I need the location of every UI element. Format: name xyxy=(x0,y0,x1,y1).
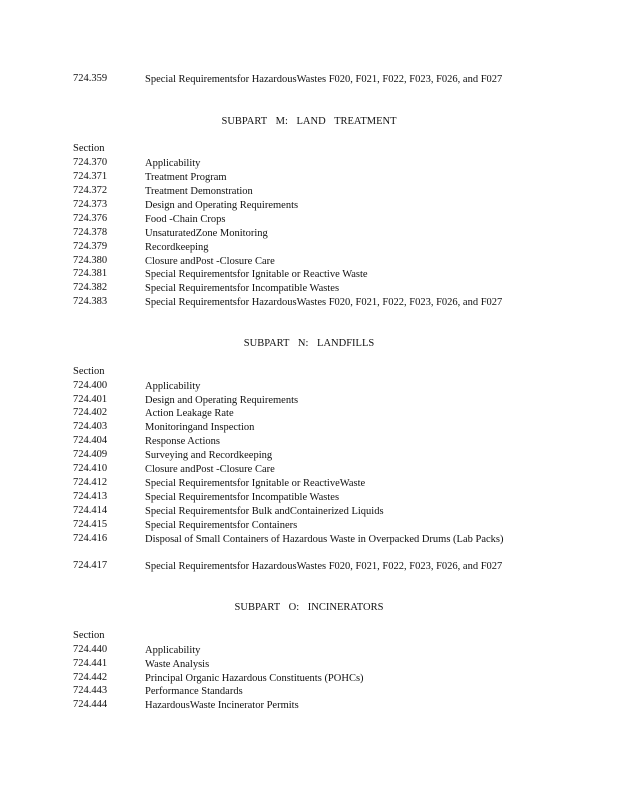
section-number: 724.412 xyxy=(73,477,108,488)
section-title: Response Actions xyxy=(145,436,220,447)
section-number: 724.442 xyxy=(73,672,108,683)
section-title: Applicability xyxy=(145,645,201,656)
section-number: 724.415 xyxy=(73,519,108,530)
section-title: HazardousWaste Incinerator Permits xyxy=(145,700,299,711)
section-title: Food -Chain Crops xyxy=(145,214,226,225)
section-number: 724.376 xyxy=(73,213,108,224)
section-number: 724.402 xyxy=(73,407,108,418)
section-number: 724.441 xyxy=(73,658,108,669)
section-number: 724.414 xyxy=(73,505,108,516)
section-title: Waste Analysis xyxy=(145,659,210,670)
section-number: 724.378 xyxy=(73,227,108,238)
section-number: 724.413 xyxy=(73,491,108,502)
section-title: Special Requirementsfor HazardousWastes F020, F021, F022, F023, F026, and F027 xyxy=(145,297,503,308)
section-title: Special Requirementsfor HazardousWastes F020, F021, F022, F023, F026, and F027 xyxy=(145,561,503,572)
section-title: Closure andPost -Closure Care xyxy=(145,464,275,475)
section-title: Disposal of Small Containers of Hazardous Waste in Overpacked Drums (Lab Packs) xyxy=(145,534,504,545)
section-title: Recordkeeping xyxy=(145,242,209,253)
section-number: 724.409 xyxy=(73,449,108,460)
subpart-heading: SUBPART O: INCINERATORS xyxy=(234,602,384,613)
section-number: 724.401 xyxy=(73,394,108,405)
section-title: Treatment Demonstration xyxy=(145,186,253,197)
section-number: 724.382 xyxy=(73,282,108,293)
section-title: UnsaturatedZone Monitoring xyxy=(145,228,268,239)
section-number: 724.370 xyxy=(73,157,108,168)
section-number: 724.410 xyxy=(73,463,108,474)
subpart-heading: SUBPART N: LANDFILLS xyxy=(243,338,375,349)
section-number: 724.383 xyxy=(73,296,108,307)
section-title: Special Requirementsfor Incompatible Wastes xyxy=(145,283,340,294)
section-title: Special Requirementsfor Incompatible Wastes xyxy=(145,492,340,503)
section-number: 724.403 xyxy=(73,421,108,432)
section-number: 724.444 xyxy=(73,699,108,710)
section-title: Closure andPost -Closure Care xyxy=(145,256,275,267)
section-number: 724.440 xyxy=(73,644,108,655)
section-title: Treatment Program xyxy=(145,172,227,183)
section-number: 724.404 xyxy=(73,435,108,446)
section-title: Monitoringand Inspection xyxy=(145,422,255,433)
section-number: 724.381 xyxy=(73,268,108,279)
section-title: Special Requirementsfor HazardousWastes F020, F021, F022, F023, F026, and F027 xyxy=(145,74,503,85)
section-number: 724.371 xyxy=(73,171,108,182)
section-number: 724.380 xyxy=(73,255,108,266)
section-title: Special Requirementsfor Containers xyxy=(145,520,298,531)
section-label: Section xyxy=(73,143,105,154)
section-title: Design and Operating Requirements xyxy=(145,395,299,406)
section-number: 724.443 xyxy=(73,685,108,696)
section-title: Special Requirementsfor Ignitable or Reactive Waste xyxy=(145,269,368,280)
section-number: 724.417 xyxy=(73,560,108,571)
section-title: Applicability xyxy=(145,158,201,169)
section-number: 724.373 xyxy=(73,199,108,210)
section-title: Special Requirementsfor Bulk andContainerized Liquids xyxy=(145,506,384,517)
section-title: Action Leakage Rate xyxy=(145,408,234,419)
section-number: 724.359 xyxy=(73,73,108,84)
section-number: 724.400 xyxy=(73,380,108,391)
section-title: Design and Operating Requirements xyxy=(145,200,299,211)
section-title: Principal Organic Hazardous Constituents (POHCs) xyxy=(145,673,364,684)
section-title: Performance Standards xyxy=(145,686,243,697)
section-number: 724.416 xyxy=(73,533,108,544)
section-label: Section xyxy=(73,366,105,377)
section-title: Applicability xyxy=(145,381,201,392)
section-title: Special Requirementsfor Ignitable or ReactiveWaste xyxy=(145,478,366,489)
subpart-heading: SUBPART M: LAND TREATMENT xyxy=(221,116,397,127)
section-label: Section xyxy=(73,630,105,641)
section-title: Surveying and Recordkeeping xyxy=(145,450,273,461)
section-number: 724.379 xyxy=(73,241,108,252)
section-number: 724.372 xyxy=(73,185,108,196)
